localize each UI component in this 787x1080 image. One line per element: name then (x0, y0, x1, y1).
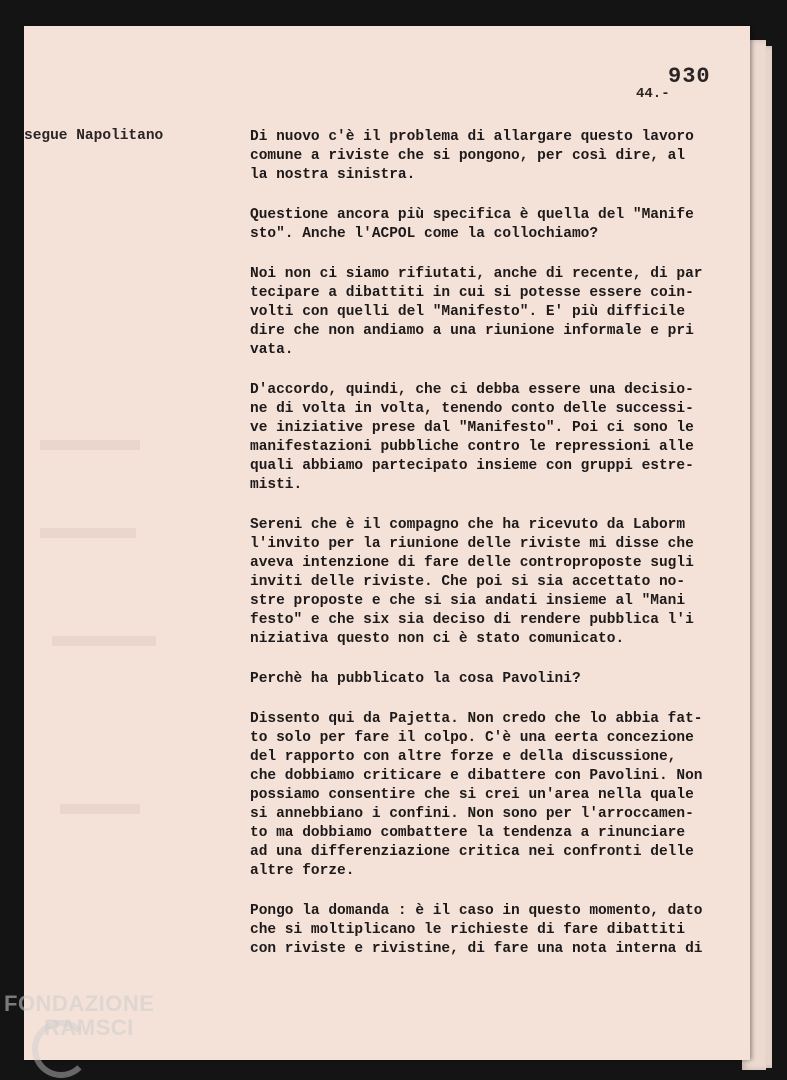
paragraph: Di nuovo c'è il problema di allargare questo lavoro comune a riviste che si pongono, per così dire, al la nostra sinistra. (250, 129, 694, 183)
watermark-line-1: FONDAZIONE (4, 991, 155, 1016)
margin-speaker-note: segue Napolitano (24, 128, 164, 144)
show-through-mark (52, 636, 156, 646)
archive-stamp-number: 930 (668, 64, 711, 89)
body-text (250, 128, 750, 980)
show-through-mark (40, 440, 140, 450)
paragraph: Dissento qui da Pajetta. Non credo che lo abbia fat- to solo per fare il colpo. C'è una eerta concezione del rapporto con altre forze e della discussione, che dobbiamo criticare e dibattere con Pavolini. Non possiamo consentire che si crei un'area nella quale si annebbiano i confini. Non sono per l'arroccamen- to ma dobbiamo combattere la tendenza a rinunciare ad una differenziazione critica nei confronti delle altre forze. (250, 711, 703, 879)
paragraph: Noi non ci siamo rifiutati, anche di recente, di par tecipare a dibattiti in cui si potesse essere coin- volti con quelli del "Manifesto". E' più difficile dire che non andiamo a una riunione informale e pri vata. (250, 266, 703, 358)
page-number: 44.- (636, 86, 670, 102)
paragraph: Pongo la domanda : è il caso in questo momento, dato che si moltiplicano le richieste di fare dibattiti con riviste e rivistine, di fare una nota interna di (250, 903, 703, 957)
show-through-mark (40, 528, 136, 538)
paragraph: D'accordo, quindi, che ci debba essere una decisio- ne di volta in volta, tenendo conto delle successi- ve iniziative prese dal "Manifesto". Poi ci sono le manifestazioni pubbliche contro le repressioni alle quali abbiamo partecipato insieme con gruppi estre- misti. (250, 382, 694, 493)
watermark-line-2: RAMSCI (44, 1015, 134, 1040)
paragraph: Sereni che è il compagno che ha ricevuto da Laborm l'invito per la riunione delle riviste mi disse che aveva intenzione di fare delle controproposte sugli inviti delle riviste. Che poi si sia accettato no- stre proposte e che si sia andati insieme al "Mani festo" e che six sia deciso di rendere pubblica l'i niziativa questo non ci è stato comunicato. (250, 517, 694, 647)
show-through-mark (60, 804, 140, 814)
paragraph: Perchè ha pubblicato la cosa Pavolini? (250, 671, 581, 687)
paragraph: Questione ancora più specifica è quella del "Manife sto". Anche l'ACPOL come la collochiamo? (250, 207, 694, 242)
document-page (24, 26, 750, 1060)
watermark-logo (4, 992, 154, 1040)
